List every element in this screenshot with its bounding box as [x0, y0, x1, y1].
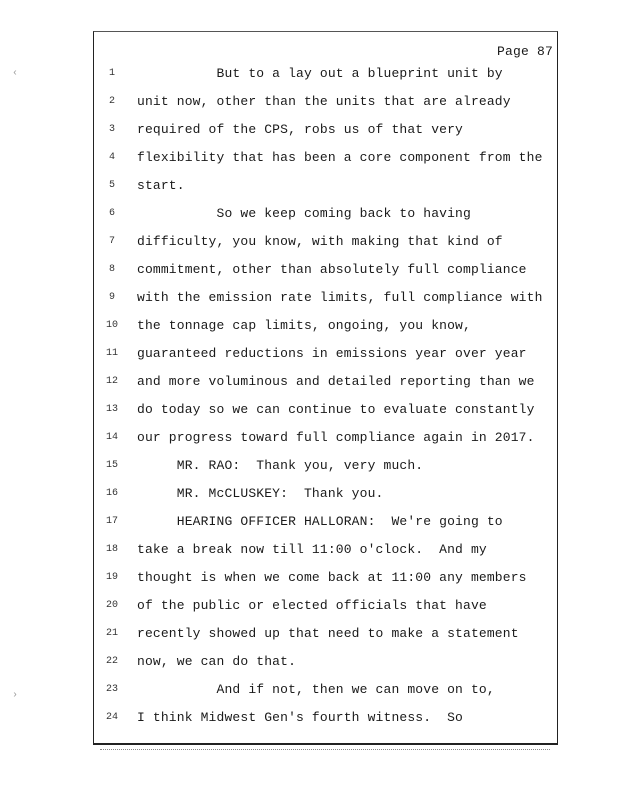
- page-number: Page 87: [497, 44, 554, 59]
- transcript-line: [0, 540, 618, 560]
- line-text: thought is when we come back at 11:00 any members: [137, 570, 527, 585]
- line-text: recently showed up that need to make a statement: [137, 626, 519, 641]
- transcript-line: [0, 400, 618, 420]
- line-number: 3: [108, 124, 115, 135]
- line-number: 24: [105, 712, 118, 723]
- transcript-line: [0, 232, 618, 252]
- line-number: 20: [105, 600, 118, 611]
- line-number: 11: [105, 348, 118, 359]
- line-number: 6: [108, 208, 115, 219]
- transcript-line: [0, 428, 618, 448]
- line-text: HEARING OFFICER HALLORAN: We're going to: [137, 514, 503, 529]
- transcript-line: [0, 624, 618, 644]
- line-text: I think Midwest Gen's fourth witness. So: [137, 710, 464, 725]
- line-number: 4: [108, 152, 115, 163]
- transcript-line: [0, 288, 618, 308]
- transcript-line: [0, 148, 618, 168]
- line-number: 1: [108, 68, 115, 79]
- line-number: 23: [105, 684, 118, 695]
- transcript-line: [0, 64, 618, 84]
- line-text: our progress toward full compliance again in 2017.: [137, 430, 535, 445]
- transcript-line: [0, 568, 618, 588]
- line-number: 10: [105, 320, 118, 331]
- line-number: 8: [108, 264, 115, 275]
- line-text: MR. McCLUSKEY: Thank you.: [137, 486, 384, 501]
- line-text: now, we can do that.: [137, 654, 297, 669]
- transcript-line: [0, 92, 618, 112]
- transcript-line: [0, 204, 618, 224]
- line-text: So we keep coming back to having: [137, 206, 471, 221]
- transcript-line: [0, 176, 618, 196]
- line-text: commitment, other than absolutely full compliance: [137, 262, 527, 277]
- transcript-line: [0, 456, 618, 476]
- transcript-line: [0, 512, 618, 532]
- line-text: start.: [137, 178, 185, 193]
- line-text: do today so we can continue to evaluate constantly: [137, 402, 535, 417]
- transcript-line: [0, 372, 618, 392]
- transcript-line: [0, 484, 618, 504]
- line-number: 21: [105, 628, 118, 639]
- transcript-line: [0, 708, 618, 728]
- transcript-line: [0, 260, 618, 280]
- scan-artifact-mark: ‹: [12, 68, 19, 79]
- transcript-line: [0, 652, 618, 672]
- line-number: 7: [108, 236, 115, 247]
- line-number: 19: [105, 572, 118, 583]
- line-text: flexibility that has been a core component from the: [137, 150, 543, 165]
- line-number: 13: [105, 404, 118, 415]
- line-number: 14: [105, 432, 118, 443]
- line-number: 2: [108, 96, 115, 107]
- line-text: of the public or elected officials that have: [137, 598, 487, 613]
- transcript-line: [0, 344, 618, 364]
- line-text: And if not, then we can move on to,: [137, 682, 495, 697]
- line-number: 9: [108, 292, 115, 303]
- transcript-line: [0, 680, 618, 700]
- line-text: But to a lay out a blueprint unit by: [137, 66, 503, 81]
- line-text: required of the CPS, robs us of that very: [137, 122, 464, 137]
- transcript-line: [0, 596, 618, 616]
- line-number: 12: [105, 376, 118, 387]
- line-number: 5: [108, 180, 115, 191]
- line-text: MR. RAO: Thank you, very much.: [137, 458, 424, 473]
- line-text: difficulty, you know, with making that kind of: [137, 234, 503, 249]
- line-text: the tonnage cap limits, ongoing, you know,: [137, 318, 471, 333]
- line-text: take a break now till 11:00 o'clock. And my: [137, 542, 487, 557]
- line-text: guaranteed reductions in emissions year over year: [137, 346, 527, 361]
- line-number: 16: [105, 488, 118, 499]
- line-number: 18: [105, 544, 118, 555]
- transcript-line: [0, 316, 618, 336]
- line-text: and more voluminous and detailed reporting than we: [137, 374, 535, 389]
- line-number: 15: [105, 460, 118, 471]
- line-text: with the emission rate limits, full compliance with: [137, 290, 543, 305]
- line-number: 22: [105, 656, 118, 667]
- line-text: unit now, other than the units that are already: [137, 94, 511, 109]
- transcript-line: [0, 120, 618, 140]
- scan-artifact-mark: ›: [12, 690, 19, 701]
- line-number: 17: [105, 516, 118, 527]
